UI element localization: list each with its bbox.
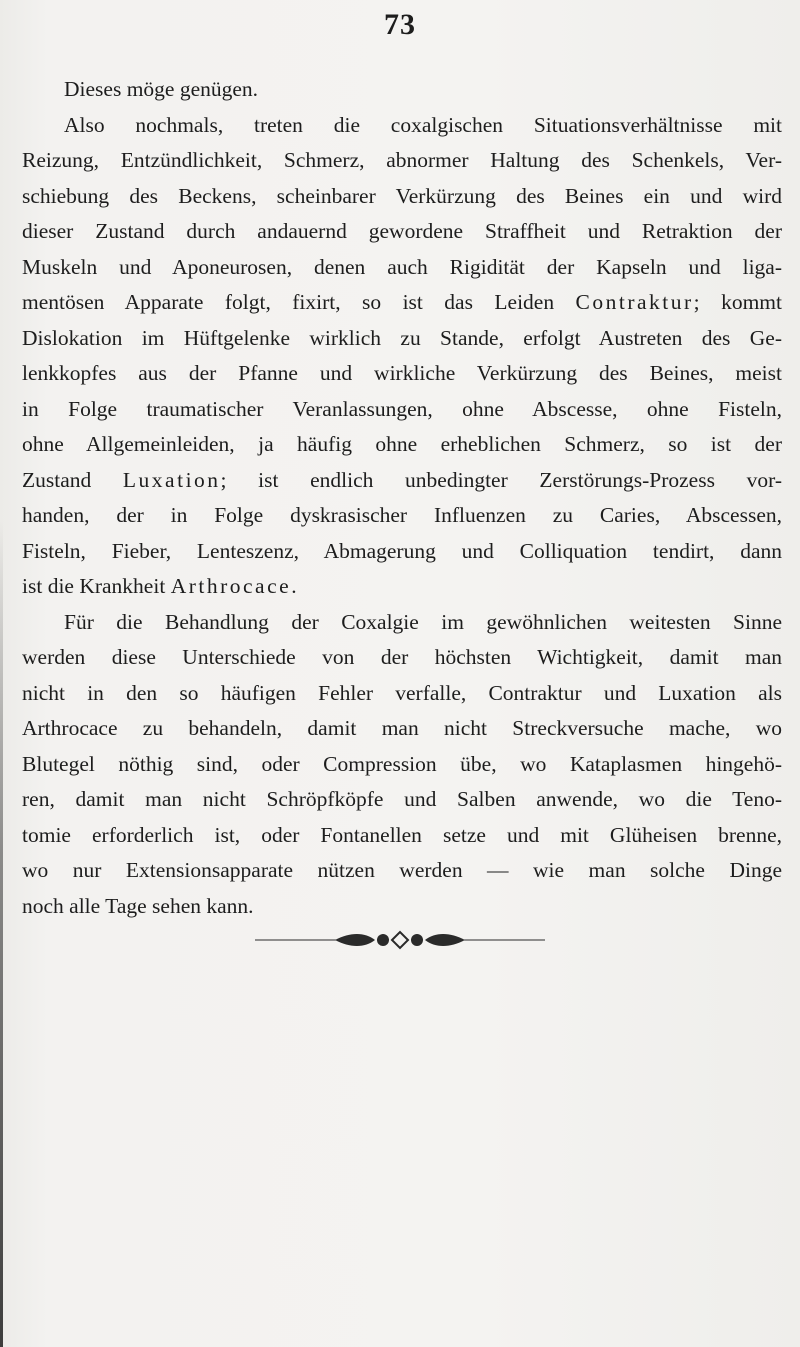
page-number: 73 <box>384 8 416 41</box>
paragraph-3-line: ren, damit man nicht Schröpfköpfe und Salben anwende, wo die Teno- <box>22 787 782 811</box>
paragraph-2-line: ohne Allgemeinleiden, ja häufig ohne erheblichen Schmerz, so ist der <box>22 432 782 456</box>
paragraph-2-line: Also nochmals, treten die coxalgischen Situationsverhältnisse mit <box>64 112 782 137</box>
paragraph-2-line: schiebung des Beckens, scheinbarer Verkürzung des Beines ein und wird <box>22 183 782 208</box>
paragraph-2-line: Muskeln und Aponeurosen, denen auch Rigidität der Kapseln und liga- <box>22 254 782 279</box>
paragraph-3-line: wo nur Extensionsapparate nützen werden — wie man solche Dinge <box>22 858 782 882</box>
line-text: ; kommt <box>693 290 782 314</box>
page-edge-shadow <box>0 520 3 1347</box>
paragraph-3-line: Arthrocace zu behandeln, damit man nicht Streckversuche mache, wo <box>22 716 782 740</box>
paragraph-2-line: Dislokation im Hüftgelenke wirklich zu Stande, erfolgt Austreten des Ge- <box>22 325 782 350</box>
paragraph-2-line: in Folge traumatischer Veranlassungen, ohne Abscesse, ohne Fisteln, <box>22 396 782 421</box>
paragraph-2-line: Reizung, Entzündlichkeit, Schmerz, abnormer Haltung des Schenkels, Ver- <box>22 148 782 172</box>
line-text: ; ist endlich unbedingter Zerstörungs-Prozess vor- <box>220 467 782 492</box>
paragraph-3-line: noch alle Tage sehen kann. <box>22 893 254 918</box>
term-luxation: Luxation <box>122 467 221 492</box>
paragraph-2-line <box>22 463 782 499</box>
paragraph-2-line <box>22 569 782 605</box>
paragraph-2-line <box>22 285 782 321</box>
printers-ornament-icon <box>255 928 545 952</box>
line-text: mentösen Apparate folgt, fixirt, so ist das Leiden <box>22 290 576 314</box>
paragraph-3-line: werden diese Unterschiede von der höchsten Wichtigkeit, damit man <box>22 645 782 669</box>
paragraph-2-line: dieser Zustand durch andauernd gewordene Straffheit und Retraktion der <box>22 219 782 243</box>
line-text: ist die Krankheit <box>22 574 171 598</box>
paragraph-2-line: Fisteln, Fieber, Lenteszenz, Abmagerung und Colliquation tendirt, dann <box>22 538 782 563</box>
paragraph-1-line: Dieses möge genügen. <box>64 77 259 101</box>
term-arthrocace: Arthrocace <box>170 574 292 598</box>
paragraph-3-line: nicht in den so häufigen Fehler verfalle, Contraktur und Luxation als <box>22 680 782 705</box>
line-text: . <box>291 574 297 598</box>
paragraph-3-line: Für die Behandlung der Coxalgie im gewöhnlichen weitesten Sinne <box>64 609 782 634</box>
paragraph-3-line: tomie erforderlich ist, oder Fontanellen setze und mit Glüheisen brenne, <box>22 822 782 847</box>
paragraph-3-line: Blutegel nöthig sind, oder Compression übe, wo Kataplasmen hingehö- <box>22 751 782 776</box>
paragraph-2-line: lenkkopfes aus der Pfanne und wirkliche Verkürzung des Beines, meist <box>22 361 782 385</box>
paragraph-2-line: handen, der in Folge dyskrasischer Influenzen zu Caries, Abscessen, <box>22 503 782 527</box>
term-contraktur: Contraktur <box>575 290 694 314</box>
line-text: Zustand <box>22 467 123 492</box>
body-text <box>22 72 782 924</box>
